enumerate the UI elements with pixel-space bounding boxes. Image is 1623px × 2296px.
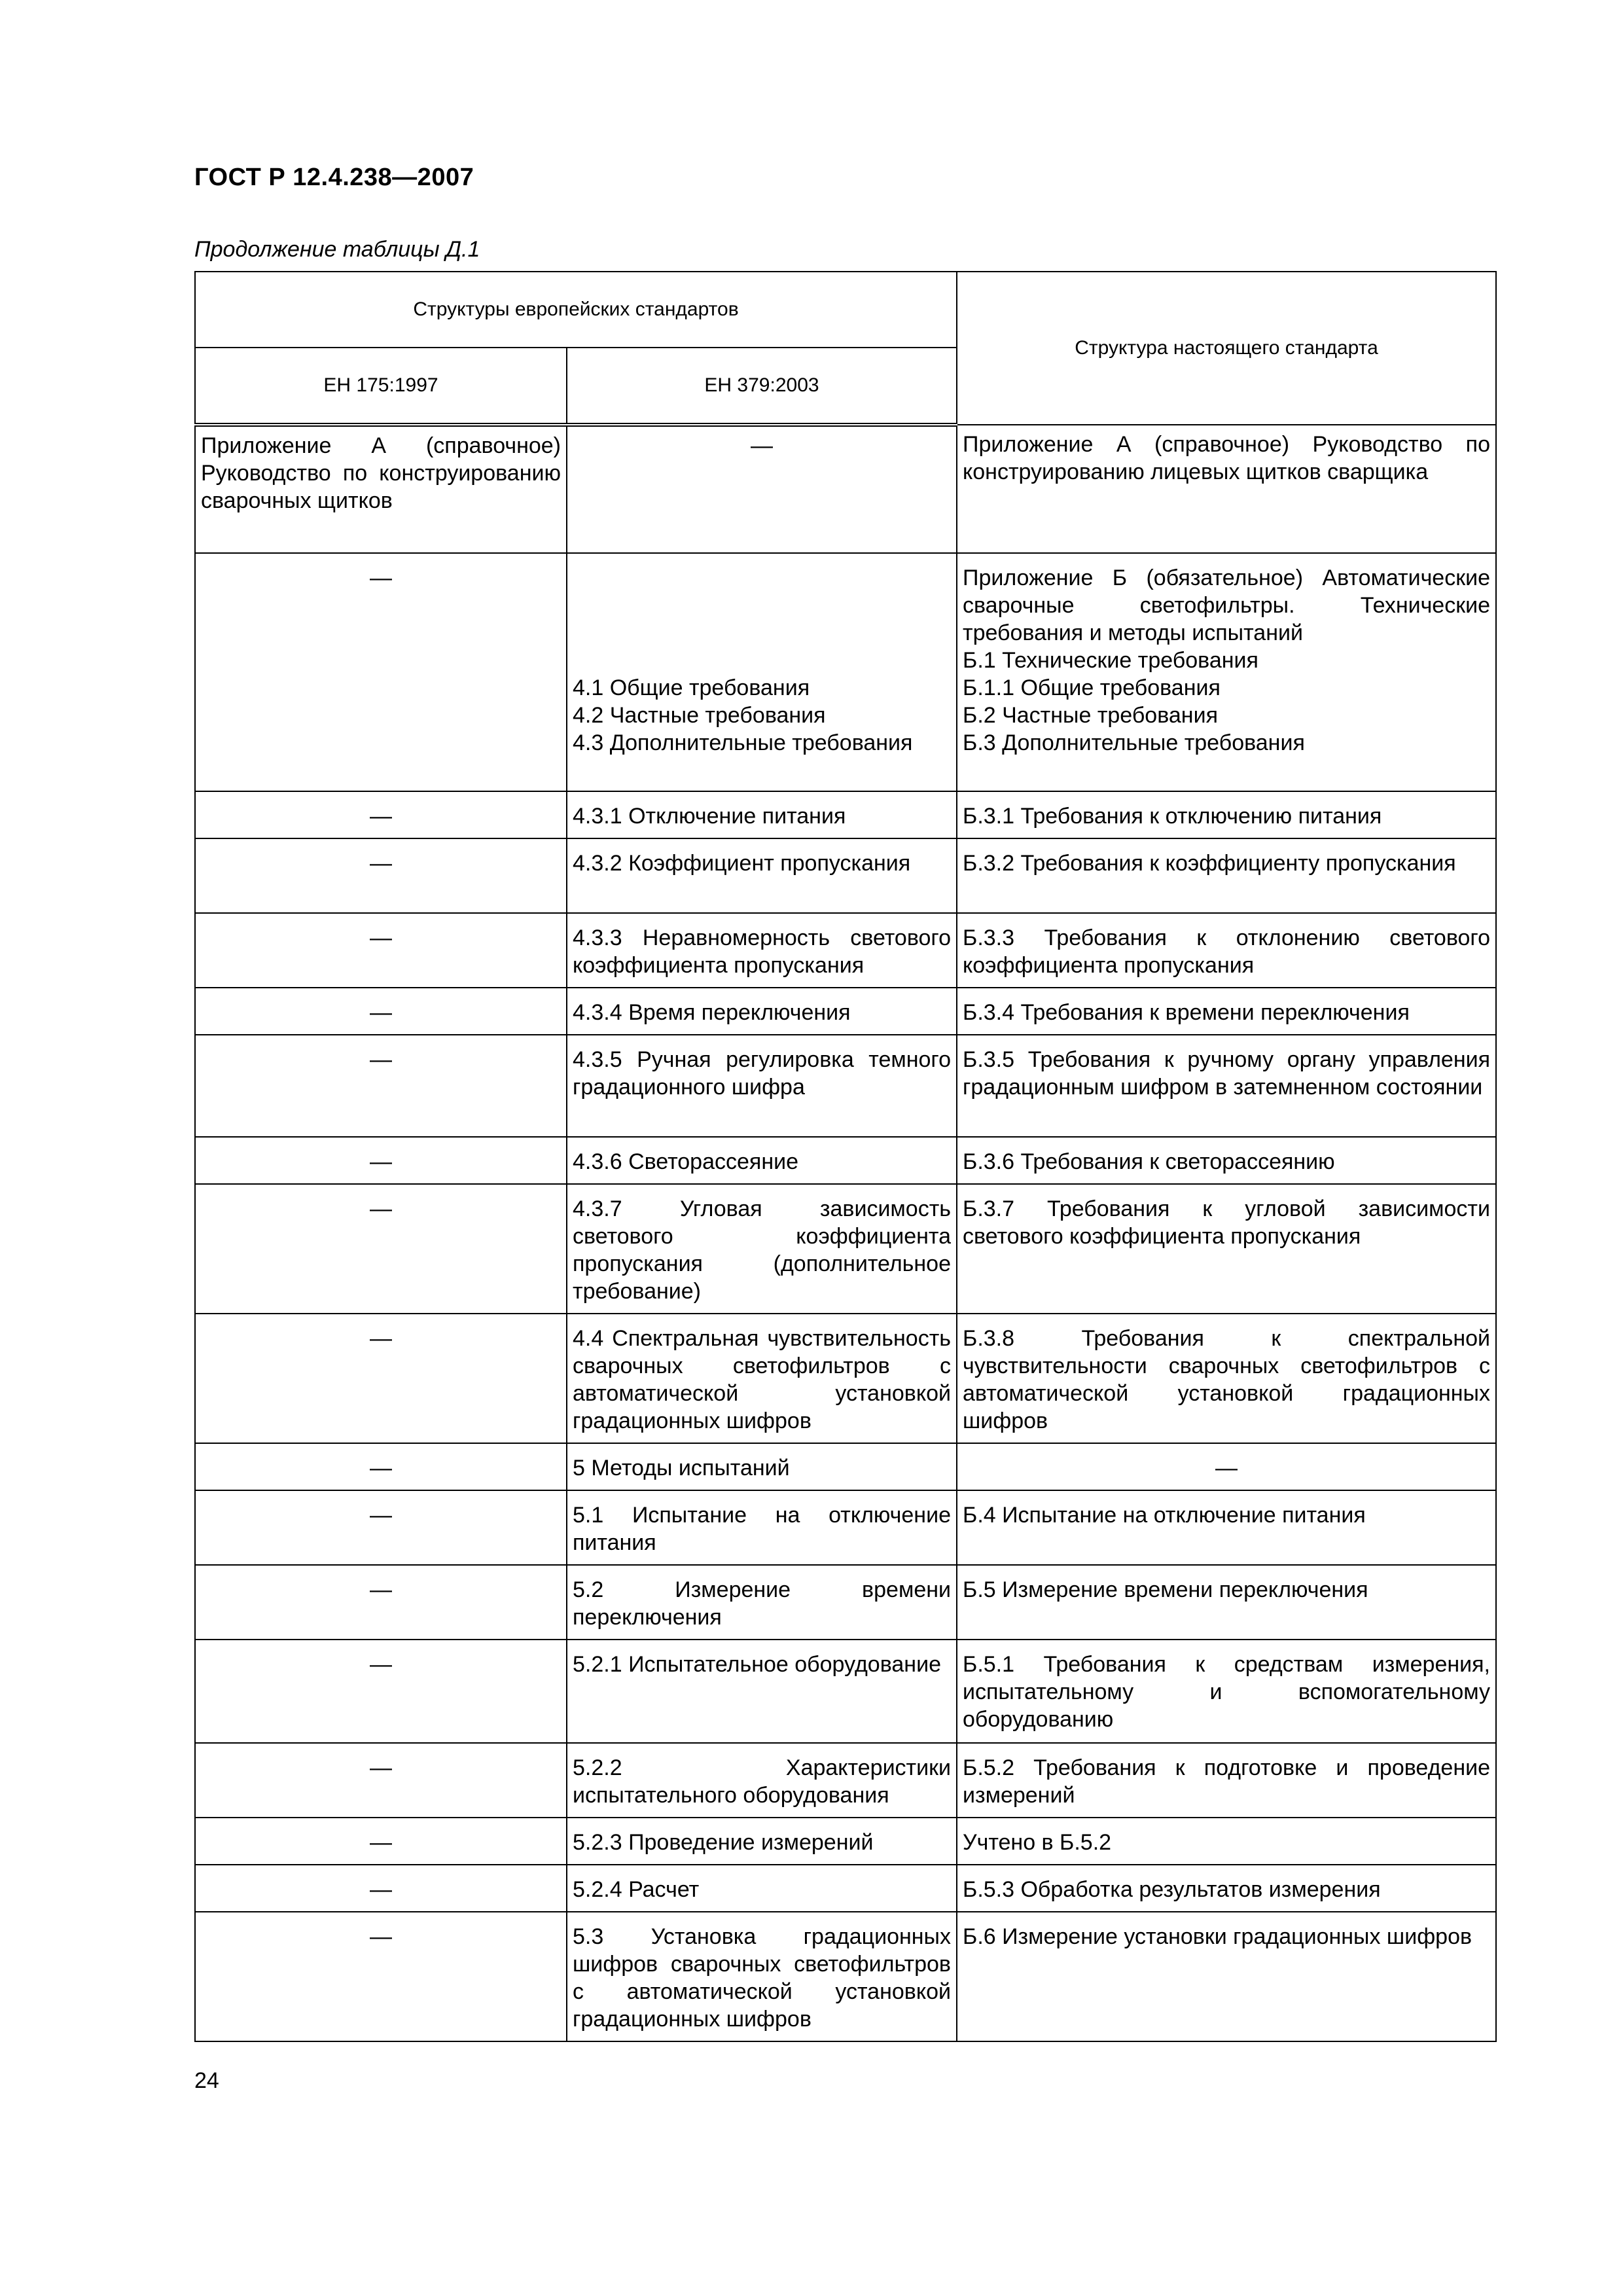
cell-en175: — xyxy=(195,791,567,838)
cell-en379: 5.2.1 Испытательное оборудование xyxy=(567,1640,957,1743)
cell-en379: 4.3.1 Отключение питания xyxy=(567,791,957,838)
cell-this-standard: Б.6 Измерение установки градационных шифров xyxy=(957,1912,1496,2041)
cell-en175: — xyxy=(195,1490,567,1565)
cell-this-standard: Б.3.4 Требования к времени переключения xyxy=(957,988,1496,1035)
cell-line: 4.2 Частные требования xyxy=(573,703,826,728)
cell-this-standard: Учтено в Б.5.2 xyxy=(957,1818,1496,1865)
cell-en379: 4.3.6 Светорассеяние xyxy=(567,1137,957,1184)
cell-line: 4.1 Общие требования xyxy=(573,675,810,700)
header-en-175: ЕН 175:1997 xyxy=(195,348,567,425)
cell-line: Приложение Б (обязательное) Автоматические сварочные светофильтры. Технические требования и методы испытаний xyxy=(963,565,1490,645)
header-en-379: ЕН 379:2003 xyxy=(567,348,957,425)
cell-en379: 5.2.3 Проведение измерений xyxy=(567,1818,957,1865)
cell-en379: 4.4 Спектральная чувствительность сварочных светофильтров с автоматической установкой градационных шифров xyxy=(567,1314,957,1443)
cell-this-standard: Б.3.2 Требования к коэффициенту пропускания xyxy=(957,838,1496,913)
cell-en175: — xyxy=(195,1443,567,1490)
cell-en379: 5.2.2 Характеристики испытательного оборудования xyxy=(567,1743,957,1818)
table-row xyxy=(195,1640,1496,1743)
cell-en175: — xyxy=(195,1743,567,1818)
table-row xyxy=(195,1490,1496,1565)
cell-en175: — xyxy=(195,1640,567,1743)
cell-this-standard xyxy=(957,553,1496,791)
cell-line: Б.2 Частные требования xyxy=(963,703,1218,728)
cell-en175: — xyxy=(195,553,567,791)
cell-en175: — xyxy=(195,1184,567,1314)
cell-this-standard: Б.5.3 Обработка результатов измерения xyxy=(957,1865,1496,1912)
cell-this-standard: — xyxy=(957,1443,1496,1490)
cell-en175: — xyxy=(195,1314,567,1443)
comparison-table xyxy=(194,271,1497,2042)
table-row xyxy=(195,913,1496,988)
cell-en175: — xyxy=(195,913,567,988)
cell-en379: 4.3.4 Время переключения xyxy=(567,988,957,1035)
table-row xyxy=(195,1314,1496,1443)
cell-en379: 4.3.2 Коэффициент пропускания xyxy=(567,838,957,913)
cell-en379: 4.3.5 Ручная регулировка темного градационного шифра xyxy=(567,1035,957,1137)
cell-en379: — xyxy=(567,425,957,553)
cell-en379: 5.1 Испытание на отключение питания xyxy=(567,1490,957,1565)
cell-this-standard: Б.5 Измерение времени переключения xyxy=(957,1565,1496,1640)
table-row xyxy=(195,838,1496,913)
cell-en175: — xyxy=(195,1912,567,2041)
cell-en175: — xyxy=(195,1035,567,1137)
table-caption: Продолжение таблицы Д.1 xyxy=(194,237,480,262)
table-row xyxy=(195,1818,1496,1865)
cell-this-standard: Б.3.6 Требования к светорассеянию xyxy=(957,1137,1496,1184)
cell-en379: 5.2.4 Расчет xyxy=(567,1865,957,1912)
table-row xyxy=(195,1443,1496,1490)
cell-this-standard: Б.3.7 Требования к угловой зависимости светового коэффициента пропускания xyxy=(957,1184,1496,1314)
table-row xyxy=(195,425,1496,553)
cell-this-standard: Б.4 Испытание на отключение питания xyxy=(957,1490,1496,1565)
page-number: 24 xyxy=(194,2068,219,2093)
cell-line: Б.1.1 Общие требования xyxy=(963,675,1221,700)
table-row xyxy=(195,1865,1496,1912)
table-row xyxy=(195,1184,1496,1314)
cell-en379 xyxy=(567,553,957,791)
cell-line: Б.3 Дополнительные требования xyxy=(963,730,1305,755)
cell-line: 4.3 Дополнительные требования xyxy=(573,730,913,755)
cell-this-standard: Б.3.8 Требования к спектральной чувствительности сварочных светофильтров с автоматической установкой градационных шифров xyxy=(957,1314,1496,1443)
cell-en175: Приложение А (справочное) Руководство по конструированию сварочных щитков xyxy=(195,425,567,553)
table-row xyxy=(195,1743,1496,1818)
table-row xyxy=(195,1137,1496,1184)
cell-en175: — xyxy=(195,988,567,1035)
table-row xyxy=(195,553,1496,791)
cell-en175: — xyxy=(195,1137,567,1184)
header-this-standard: Структура настоящего стандарта xyxy=(957,272,1496,425)
cell-en379: 5 Методы испытаний xyxy=(567,1443,957,1490)
cell-en379: 4.3.3 Неравномерность светового коэффициента пропускания xyxy=(567,913,957,988)
cell-this-standard: Б.5.1 Требования к средствам измерения, испытательному и вспомогательному оборудованию xyxy=(957,1640,1496,1743)
cell-en175: — xyxy=(195,1865,567,1912)
cell-this-standard: Б.3.5 Требования к ручному органу управления градационным шифром в затемненном состоянии xyxy=(957,1035,1496,1137)
cell-line: Б.1 Технические требования xyxy=(963,648,1258,673)
document-code: ГОСТ Р 12.4.238—2007 xyxy=(194,164,474,191)
cell-en379: 5.3 Установка градационных шифров сварочных светофильтров с автоматической установкой градационных шифров xyxy=(567,1912,957,2041)
table-row xyxy=(195,1912,1496,2041)
table-row xyxy=(195,1035,1496,1137)
header-row xyxy=(195,272,1496,348)
table-row xyxy=(195,791,1496,838)
cell-en379: 4.3.7 Угловая зависимость светового коэффициента пропускания (дополнительное требование) xyxy=(567,1184,957,1314)
header-european-standards: Структуры европейских стандартов xyxy=(195,272,957,348)
table-row xyxy=(195,1565,1496,1640)
cell-this-standard: Б.5.2 Требования к подготовке и проведение измерений xyxy=(957,1743,1496,1818)
cell-this-standard: Приложение А (справочное) Руководство по конструированию лицевых щитков сварщика xyxy=(957,425,1496,553)
cell-en175: — xyxy=(195,1565,567,1640)
table-row xyxy=(195,988,1496,1035)
cell-this-standard: Б.3.1 Требования к отключению питания xyxy=(957,791,1496,838)
cell-en379: 5.2 Измерение времени переключения xyxy=(567,1565,957,1640)
cell-en175: — xyxy=(195,1818,567,1865)
cell-en175: — xyxy=(195,838,567,913)
cell-this-standard: Б.3.3 Требования к отклонению светового коэффициента пропускания xyxy=(957,913,1496,988)
